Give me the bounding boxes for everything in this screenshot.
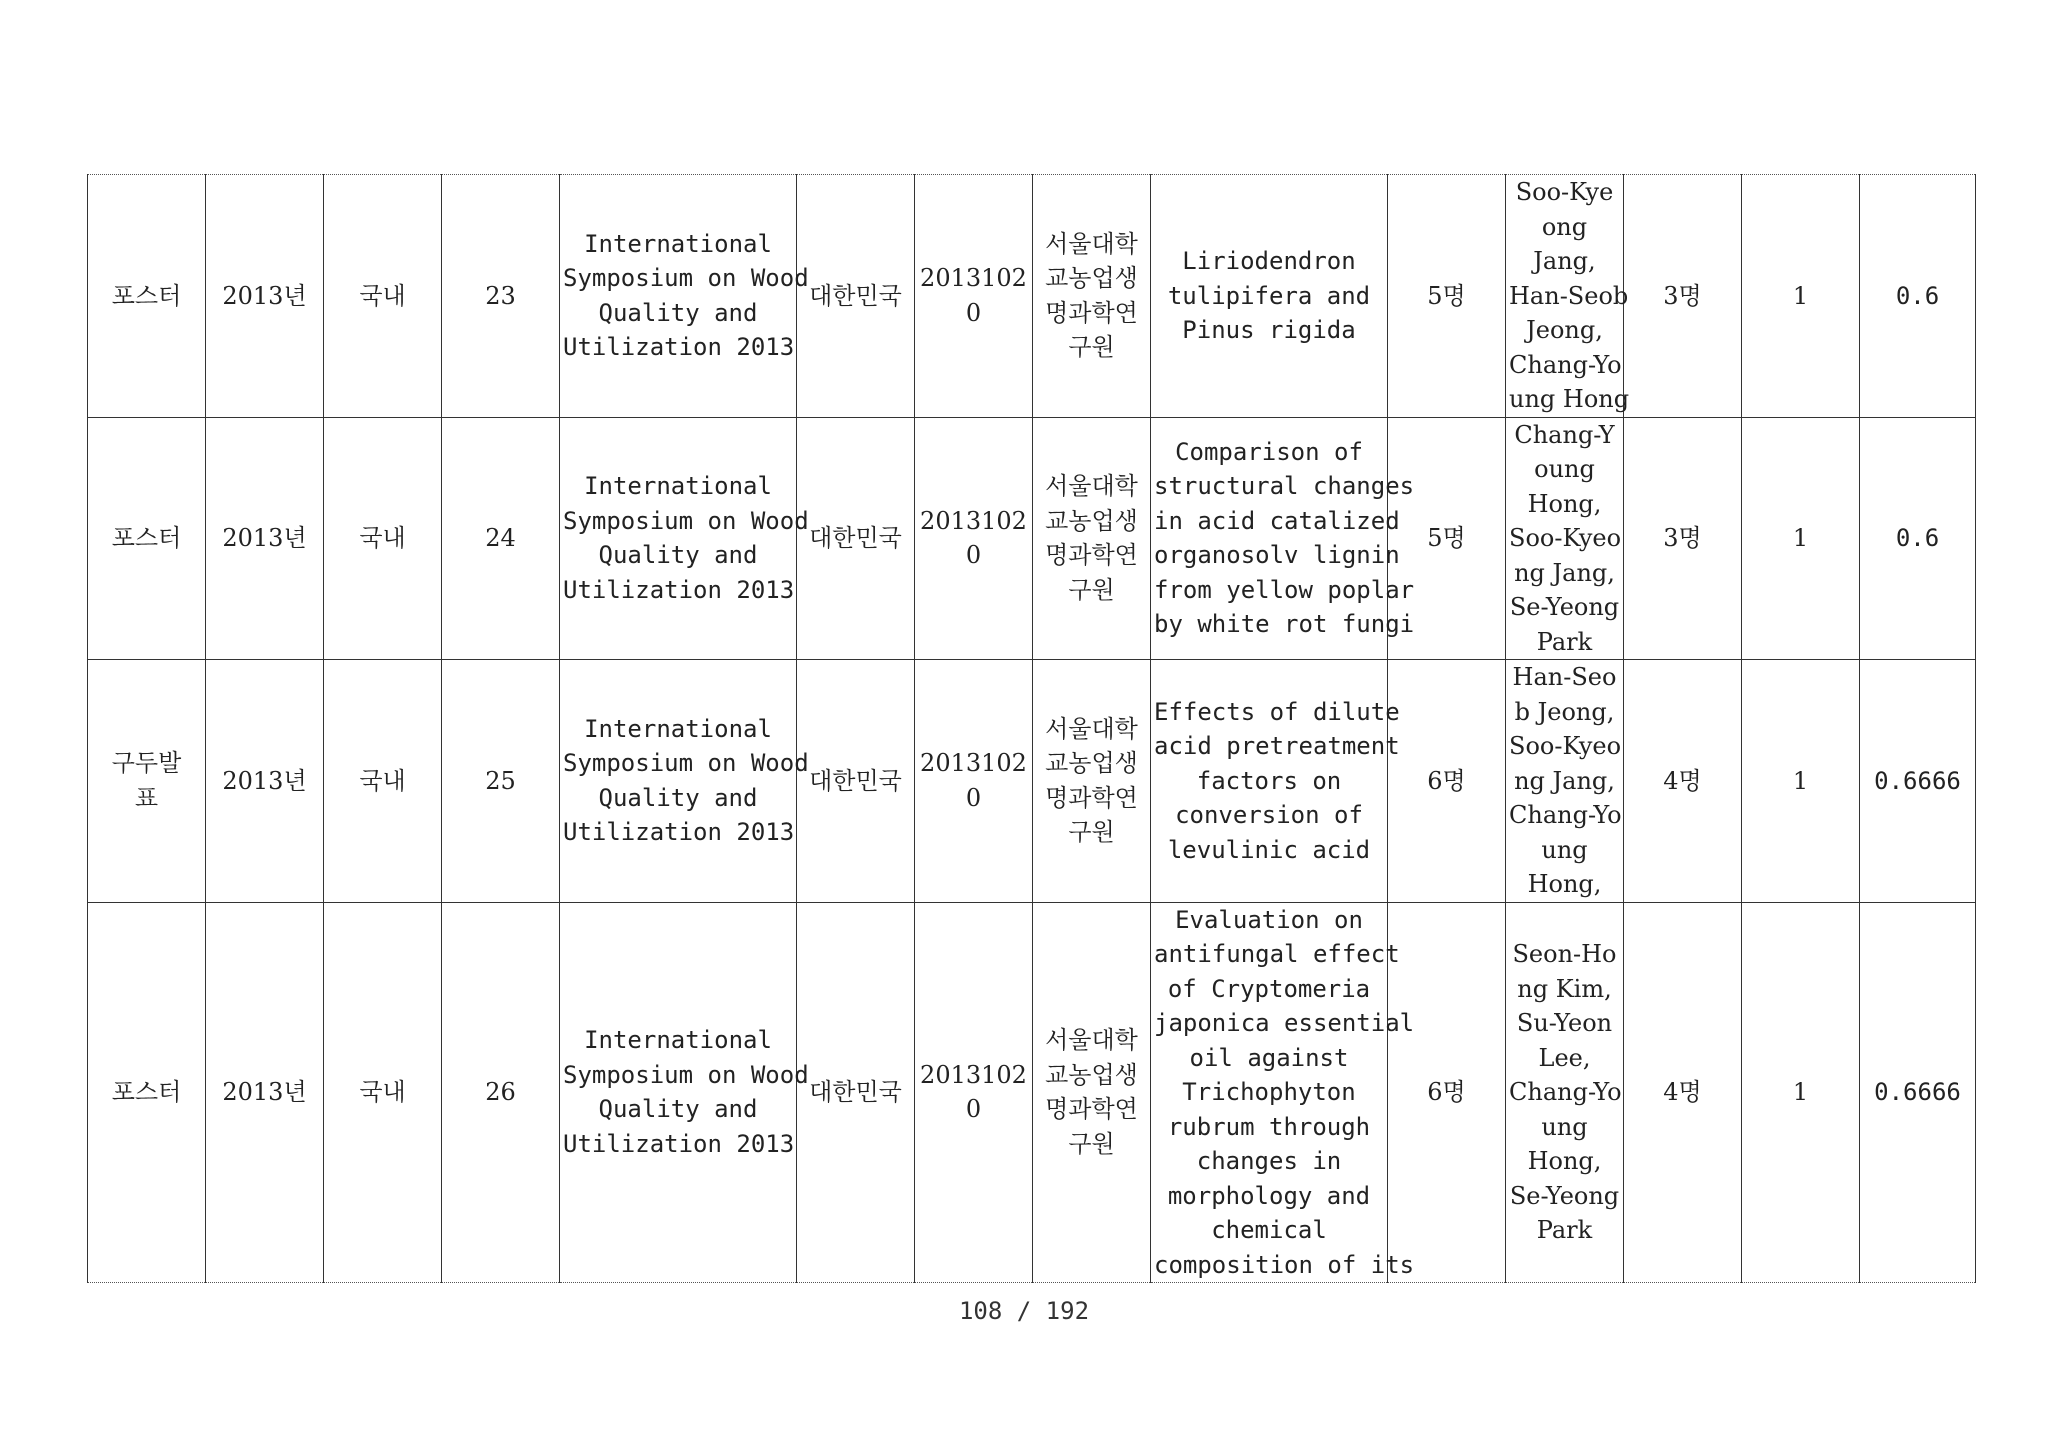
venue-line: 서울대학 (1045, 1026, 1138, 1055)
author-line: Jeong, (1526, 316, 1603, 344)
date-cell-text: 20131020 (920, 264, 1027, 327)
year-cell-text: 2013년 (222, 766, 307, 795)
venue-line: 구원 (1068, 575, 1115, 604)
author-line: ung Hong (1509, 385, 1630, 413)
participants-cell (1624, 660, 1742, 903)
author-line: Hong, (1527, 489, 1602, 518)
author-line: Han-Seob (1509, 281, 1629, 310)
scope-cell-text: 국내 (359, 281, 406, 310)
ratio-cell-text: 0.6 (1895, 281, 1940, 310)
country-cell (797, 175, 915, 418)
title-line: in acid catalized (1154, 506, 1400, 535)
count-cell-text: 1 (1792, 766, 1809, 795)
title-line: Pinus rigida (1182, 316, 1356, 344)
type-cell (88, 175, 206, 418)
author-line: ng Kim, (1517, 974, 1612, 1003)
country-cell-text: 대한민국 (809, 766, 902, 795)
scope-cell-text: 국내 (359, 1078, 406, 1106)
total-authors-cell (1388, 660, 1506, 903)
participants-cell-text: 4명 (1663, 1078, 1702, 1106)
ratio-cell (1860, 660, 1976, 903)
count-cell-text: 1 (1792, 281, 1809, 310)
conference-line: Quality and (598, 1095, 758, 1124)
title-cell (1151, 902, 1415, 1283)
country-cell (797, 417, 915, 660)
scope-cell (324, 902, 442, 1283)
authors-cell (1506, 175, 1630, 418)
number-cell (442, 902, 560, 1283)
ratio-cell (1860, 175, 1976, 418)
title-line: tulipifera and (1167, 281, 1371, 310)
title-line: composition of its (1154, 1250, 1415, 1279)
title-line: of Cryptomeria (1167, 974, 1371, 1003)
number-cell-text: 24 (485, 524, 516, 552)
title-line: levulinic acid (1167, 835, 1371, 864)
conference-line: Symposium on Wood (563, 264, 809, 293)
ratio-cell-text: 0.6666 (1874, 766, 1961, 795)
scope-cell (324, 660, 442, 903)
count-cell (1742, 902, 1860, 1283)
total-authors-cell-text: 5명 (1427, 524, 1466, 552)
total-authors-cell (1388, 902, 1506, 1283)
conference-line: Quality and (598, 783, 758, 812)
author-line: Se-Yeong (1509, 593, 1620, 621)
conference-line: Symposium on Wood (563, 1060, 809, 1089)
conference-cell (560, 660, 809, 903)
title-cell (1151, 660, 1400, 903)
country-cell-text: 대한민국 (809, 281, 902, 310)
author-line: Hong, (1527, 1147, 1602, 1175)
title-line: Effects of dilute (1154, 697, 1400, 726)
number-cell-text: 23 (485, 281, 516, 310)
number-cell-text: 25 (485, 766, 516, 795)
author-line: Chang-Yo (1509, 801, 1622, 829)
venue-cell (1033, 417, 1151, 660)
conference-line: International (584, 1026, 772, 1055)
total-authors-cell-text: 6명 (1427, 1078, 1466, 1106)
author-line: Se-Yeong (1509, 1181, 1620, 1210)
date-cell-text: 20131020 (920, 1060, 1027, 1124)
title-line: acid pretreatment (1154, 732, 1400, 760)
title-line: Liriodendron (1182, 247, 1356, 275)
participants-cell-text: 4명 (1663, 766, 1702, 795)
author-line: Chang-Yo (1509, 350, 1622, 379)
number-cell (442, 175, 560, 418)
author-line: Soo-Kye (1515, 178, 1614, 206)
table-body (88, 175, 1976, 1283)
table-row (88, 417, 1976, 660)
venue-line: 교농업생 (1045, 1060, 1138, 1089)
venue-cell (1033, 902, 1151, 1283)
title-line: organosolv lignin (1154, 541, 1400, 570)
title-line: rubrum through (1167, 1112, 1371, 1141)
author-line: ng Jang, (1514, 766, 1615, 795)
conference-line: International (584, 229, 772, 258)
year-cell (206, 417, 324, 660)
conference-line: International (584, 714, 772, 743)
type-cell-text: 포스터 (111, 524, 182, 552)
type-line: 표 (134, 783, 159, 812)
year-cell-text: 2013년 (222, 281, 307, 310)
author-line: b Jeong, (1514, 697, 1615, 726)
venue-line: 서울대학 (1045, 714, 1138, 743)
author-line: ng Jang, (1514, 558, 1615, 587)
title-line: structural changes (1154, 472, 1415, 501)
total-authors-cell-text: 5명 (1427, 281, 1466, 310)
author-line: Park (1536, 627, 1593, 656)
venue-line: 교농업생 (1045, 506, 1138, 535)
venue-cell (1033, 660, 1151, 903)
country-cell-text: 대한민국 (809, 1078, 902, 1106)
ratio-cell (1860, 902, 1976, 1283)
conference-line: Symposium on Wood (563, 749, 809, 778)
date-cell-text: 20131020 (920, 749, 1027, 812)
date-cell (915, 417, 1033, 660)
year-cell-text: 2013년 (222, 524, 307, 552)
number-cell (442, 660, 560, 903)
venue-cell (1033, 175, 1151, 418)
author-line: Su-Yeon (1516, 1009, 1613, 1037)
venue-line: 서울대학 (1045, 229, 1138, 258)
conference-line: Quality and (598, 298, 758, 327)
number-cell-text: 26 (485, 1078, 516, 1106)
author-line: Seon-Ho (1512, 940, 1617, 968)
venue-line: 구원 (1068, 333, 1115, 362)
conference-line: Utilization 2013 (563, 333, 795, 362)
conference-cell (560, 417, 809, 660)
conference-cell (560, 175, 809, 418)
ratio-cell-text: 0.6666 (1874, 1078, 1961, 1106)
year-cell (206, 175, 324, 418)
title-line: Evaluation on (1175, 905, 1363, 934)
number-cell (442, 417, 560, 660)
date-cell (915, 902, 1033, 1283)
date-cell-text: 20131020 (920, 506, 1027, 570)
title-line: japonica essential (1154, 1009, 1415, 1037)
author-line: Soo-Kyeo (1509, 524, 1622, 552)
venue-line: 명과학연 (1045, 541, 1138, 570)
ratio-cell-text: 0.6 (1895, 524, 1940, 552)
title-line: from yellow poplar (1154, 575, 1415, 604)
author-line: Soo-Kyeo (1509, 732, 1622, 760)
title-line: oil against (1189, 1043, 1349, 1072)
venue-line: 구원 (1068, 1129, 1115, 1158)
title-line: by white rot fungi (1154, 610, 1415, 639)
author-line: Chang-Yo (1509, 1078, 1622, 1106)
author-line: Chang-Y (1514, 420, 1615, 449)
count-cell-text: 1 (1792, 1078, 1809, 1106)
type-cell (88, 417, 206, 660)
count-cell (1742, 660, 1860, 903)
year-cell-text: 2013년 (222, 1078, 307, 1106)
publication-table (87, 174, 1976, 1283)
venue-line: 명과학연 (1045, 298, 1138, 327)
count-cell-text: 1 (1792, 524, 1809, 552)
country-cell (797, 660, 915, 903)
table-row (88, 902, 1976, 1283)
table-row (88, 660, 1976, 903)
author-line: Hong, (1527, 870, 1602, 898)
author-line: ong (1541, 212, 1588, 241)
conference-cell (560, 902, 809, 1283)
title-cell (1151, 417, 1415, 660)
author-line: Park (1536, 1216, 1593, 1244)
venue-line: 구원 (1068, 818, 1115, 847)
year-cell (206, 902, 324, 1283)
author-line: oung (1534, 455, 1595, 483)
author-line: ung (1541, 1112, 1588, 1141)
country-cell-text: 대한민국 (809, 524, 902, 552)
conference-line: Utilization 2013 (563, 818, 795, 847)
conference-line: International (584, 472, 772, 501)
title-line: conversion of (1175, 801, 1363, 829)
author-line: ung (1541, 835, 1588, 864)
type-cell-text: 포스터 (111, 1078, 182, 1106)
page-number: 108 / 192 (958, 1297, 1090, 1325)
table-row (88, 175, 1976, 418)
country-cell (797, 902, 915, 1283)
authors-cell (1506, 417, 1624, 660)
type-cell (88, 902, 206, 1283)
title-line: morphology and (1167, 1181, 1371, 1210)
venue-line: 서울대학 (1045, 472, 1138, 501)
venue-line: 교농업생 (1045, 264, 1138, 293)
date-cell (915, 660, 1033, 903)
participants-cell (1624, 902, 1742, 1283)
scope-cell-text: 국내 (359, 766, 406, 795)
title-line: factors on (1196, 766, 1342, 795)
scope-cell (324, 175, 442, 418)
year-cell (206, 660, 324, 903)
author-line: Jang, (1533, 247, 1596, 275)
participants-cell-text: 3명 (1663, 281, 1702, 310)
venue-line: 명과학연 (1045, 783, 1138, 812)
scope-cell (324, 417, 442, 660)
authors-cell (1506, 902, 1624, 1283)
venue-line: 교농업생 (1045, 749, 1138, 778)
participants-cell-text: 3명 (1663, 524, 1702, 552)
count-cell (1742, 417, 1860, 660)
ratio-cell (1860, 417, 1976, 660)
title-line: changes in (1196, 1147, 1342, 1175)
title-cell (1151, 175, 1388, 418)
title-line: Comparison of (1175, 437, 1363, 466)
title-line: chemical (1211, 1216, 1327, 1244)
title-line: Trichophyton (1182, 1078, 1356, 1106)
author-line: Lee, (1538, 1043, 1591, 1072)
total-authors-cell (1388, 175, 1506, 418)
scope-cell-text: 국내 (359, 524, 406, 552)
date-cell (915, 175, 1033, 418)
author-line: Han-Seo (1512, 663, 1617, 691)
type-cell-text: 포스터 (111, 281, 182, 310)
conference-line: Utilization 2013 (563, 1129, 795, 1158)
participants-cell (1624, 417, 1742, 660)
conference-line: Symposium on Wood (563, 506, 809, 535)
venue-line: 명과학연 (1045, 1095, 1138, 1124)
participants-cell (1624, 175, 1742, 418)
total-authors-cell-text: 6명 (1427, 766, 1466, 795)
type-line: 구두발 (111, 749, 182, 778)
conference-line: Quality and (598, 541, 758, 570)
title-line: antifungal effect (1154, 940, 1400, 968)
type-cell (88, 660, 206, 903)
count-cell (1742, 175, 1860, 418)
authors-cell (1506, 660, 1624, 903)
conference-line: Utilization 2013 (563, 575, 795, 604)
